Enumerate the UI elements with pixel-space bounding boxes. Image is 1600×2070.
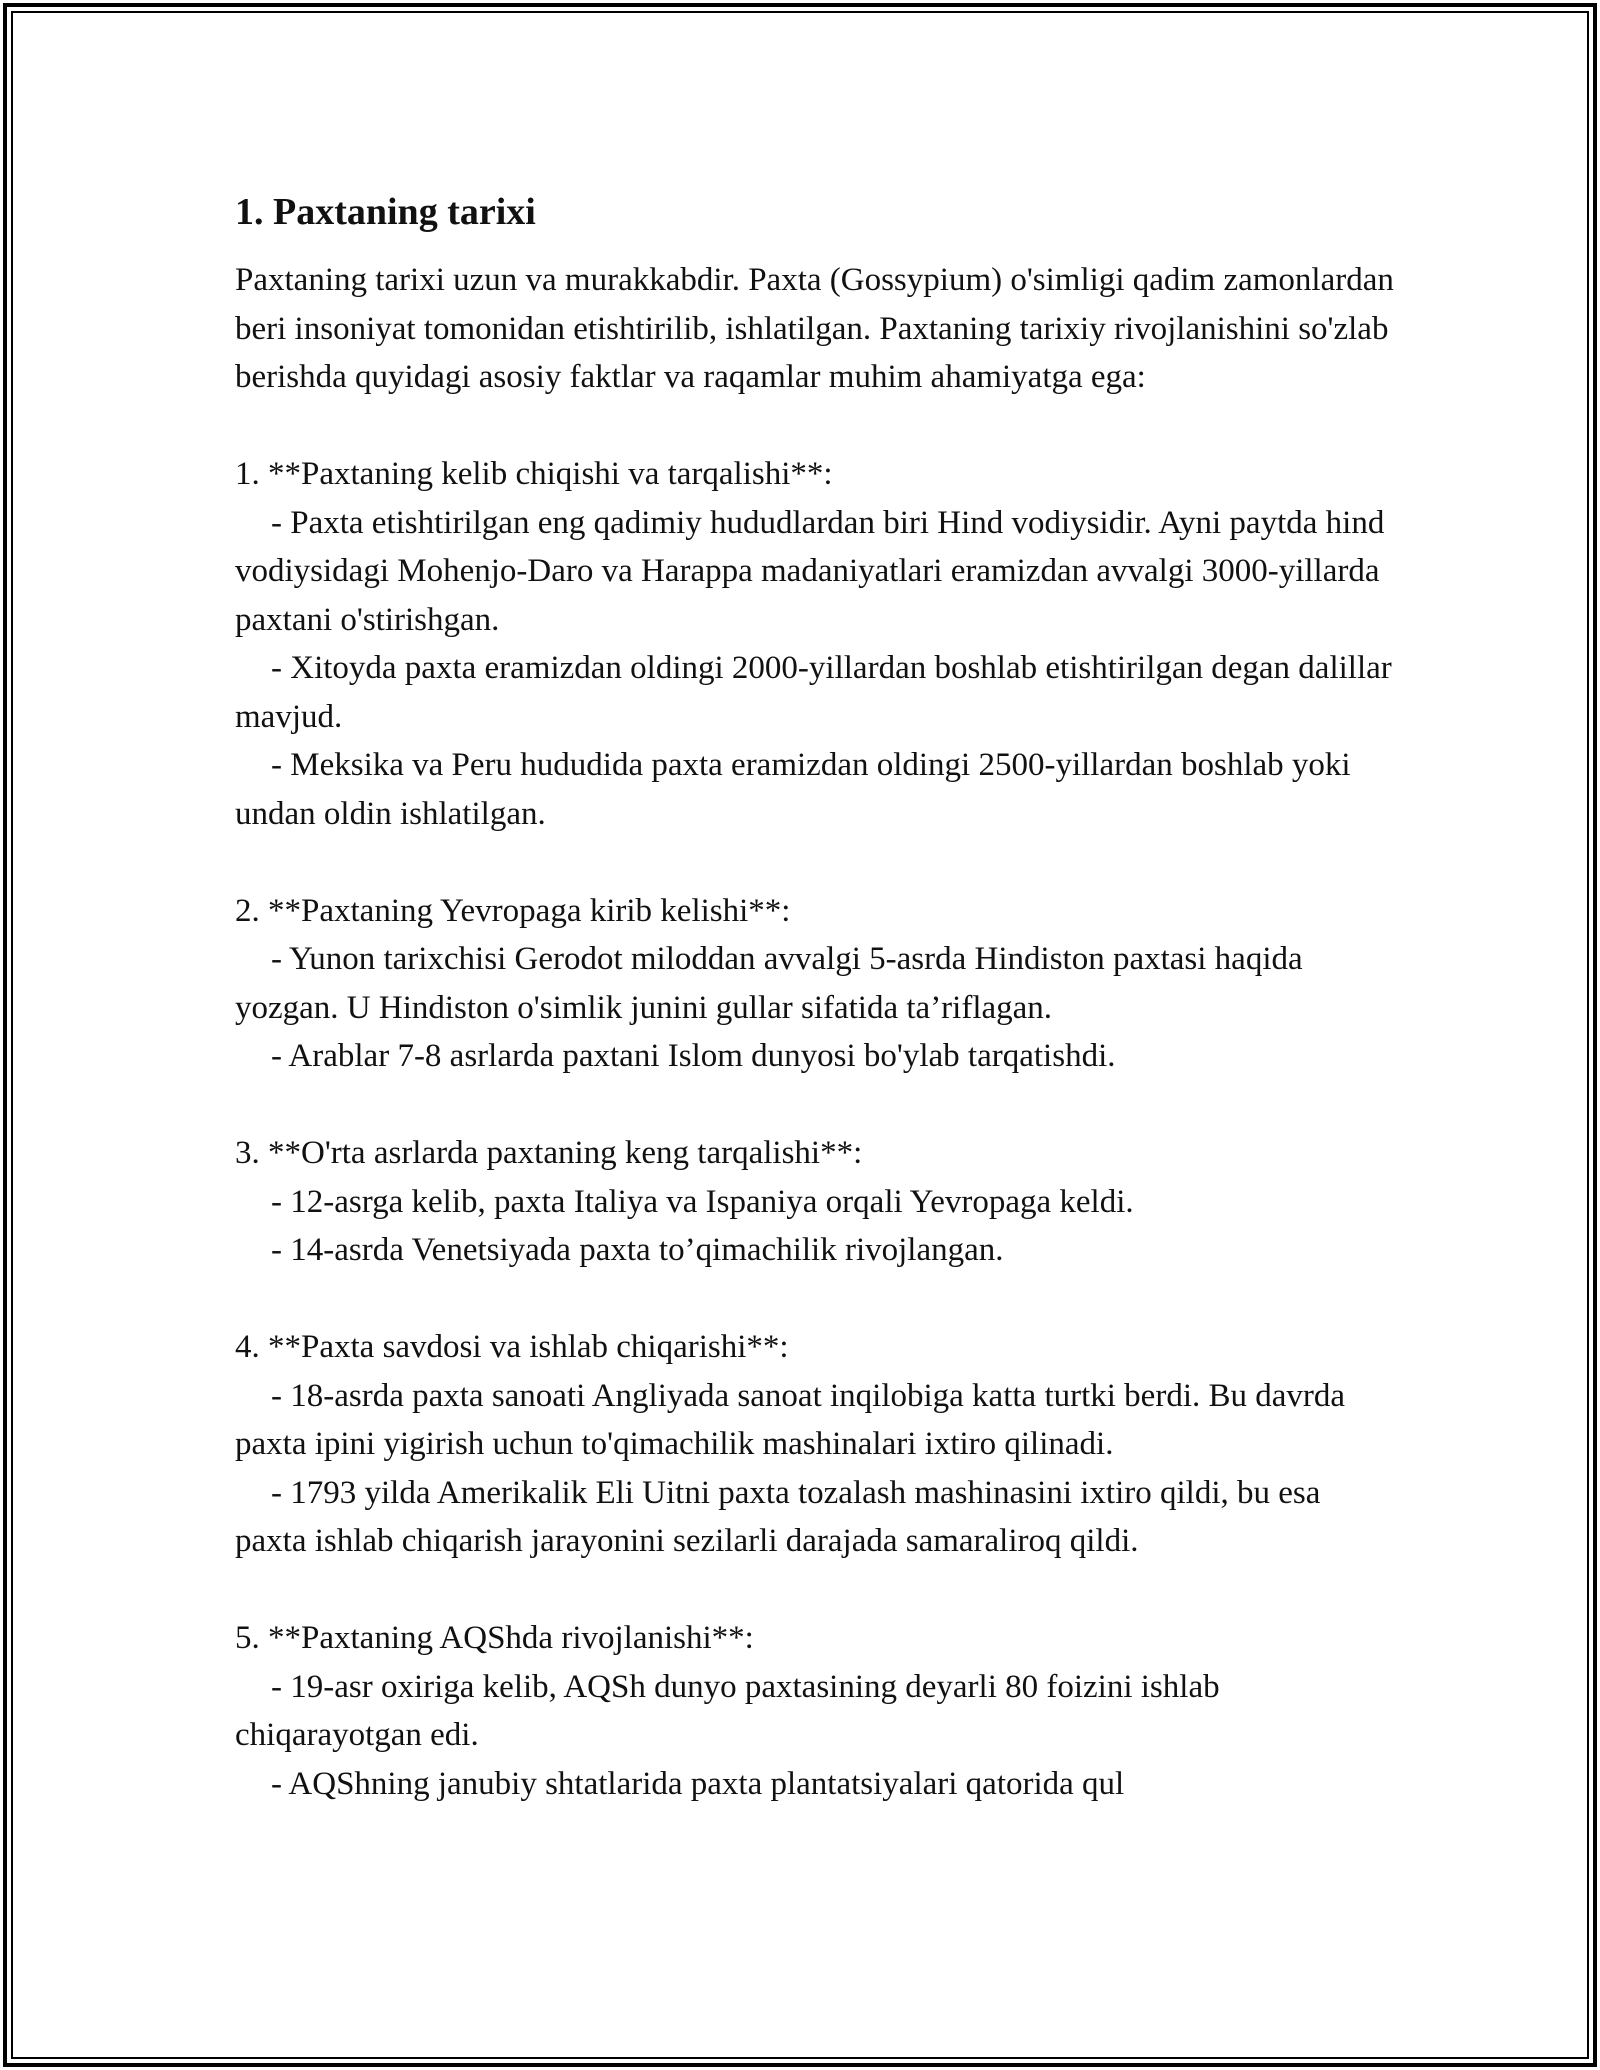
section-heading: 5. **Paxtaning AQShda rivojlanishi**: xyxy=(235,1620,754,1656)
spacer xyxy=(235,1081,1395,1130)
section-bullet: - 14-asrda Venetsiyada paxta to’qimachilik rivojlangan. xyxy=(271,1232,1004,1268)
section-bullet: - Yunon tarixchisi Gerodot miloddan avvalgi 5-asrda Hindiston paxtasi haqida yozgan. U Hindiston o'simlik junini gullar sifatida ta’riflagan. xyxy=(235,941,1303,1026)
section-heading: 2. **Paxtaning Yevropaga kirib kelishi**: xyxy=(235,892,791,929)
section-5 xyxy=(235,1614,1395,1808)
spacer xyxy=(235,402,1395,451)
section-bullet: - Arablar 7-8 asrlarda paxtani Islom dunyosi bo'ylab tarqatishdi. xyxy=(271,1038,1116,1074)
section-3 xyxy=(235,1129,1395,1275)
document-body xyxy=(235,186,1403,1808)
spacer xyxy=(235,1566,1395,1615)
section-heading: 1. **Paxtaning kelib chiqishi va tarqalishi**: xyxy=(235,456,833,492)
intro-paragraph: Paxtaning tarixi uzun va murakkabdir. Paxta (Gossypium) o'simligi qadim zamonlardan beri insoniyat tomonidan etishtirilib, ishlatilgan. Paxtaning tarixiy rivojlanishini so'zlab berishda quyidagi asosiy faktlar va raqamlar muhim ahamiyatga ega: xyxy=(235,262,1403,395)
section-bullet: - Paxta etishtirilgan eng qadimiy hududlardan biri Hind vodiysidir. Ayni paytda hind vodiysidagi Mohenjo-Daro va Harappa madaniyatlari eramizdan avvalgi 3000-yillarda paxtani o'stirishgan. xyxy=(235,504,1385,638)
section-1 xyxy=(235,450,1395,838)
section-bullet: - Meksika va Peru hududida paxta eramizdan oldingi 2500-yillardan boshlab yoki undan oldin ishlatilgan. xyxy=(235,747,1351,832)
section-heading: 3. **O'rta asrlarda paxtaning keng tarqalishi**: xyxy=(235,1135,863,1171)
section-bullet: - 1793 yilda Amerikalik Eli Uitni paxta tozalash mashinasini ixtiro qildi, bu esa paxta ishlab chiqarish jarayonini sezilarli darajada samaraliroq qildi. xyxy=(235,1474,1321,1559)
section-4 xyxy=(235,1323,1395,1566)
section-2 xyxy=(235,887,1395,1081)
document-title: 1. Paxtaning tarixi xyxy=(235,191,536,233)
section-bullet: - AQShning janubiy shtatlarida paxta plantatsiyalari qatorida qul xyxy=(271,1765,1125,1802)
section-bullet: - Xitoyda paxta eramizdan oldingi 2000-yillardan boshlab etishtirilgan degan dalillar mavjud. xyxy=(235,650,1392,735)
spacer xyxy=(235,838,1395,887)
spacer xyxy=(235,1275,1395,1324)
section-bullet: - 19-asr oxiriga kelib, AQSh dunyo paxtasining deyarli 80 foizini ishlab chiqarayotgan edi. xyxy=(235,1668,1220,1753)
section-bullet: - 18-asrda paxta sanoati Angliyada sanoat inqilobiga katta turtki berdi. Bu davrda paxta ipini yigirish uchun to'qimachilik mashinalari ixtiro qilinadi. xyxy=(235,1377,1346,1462)
section-heading: 4. **Paxta savdosi va ishlab chiqarishi**: xyxy=(235,1329,789,1365)
section-bullet: - 12-asrga kelib, paxta Italiya va Ispaniya orqali Yevropaga keldi. xyxy=(271,1183,1134,1220)
